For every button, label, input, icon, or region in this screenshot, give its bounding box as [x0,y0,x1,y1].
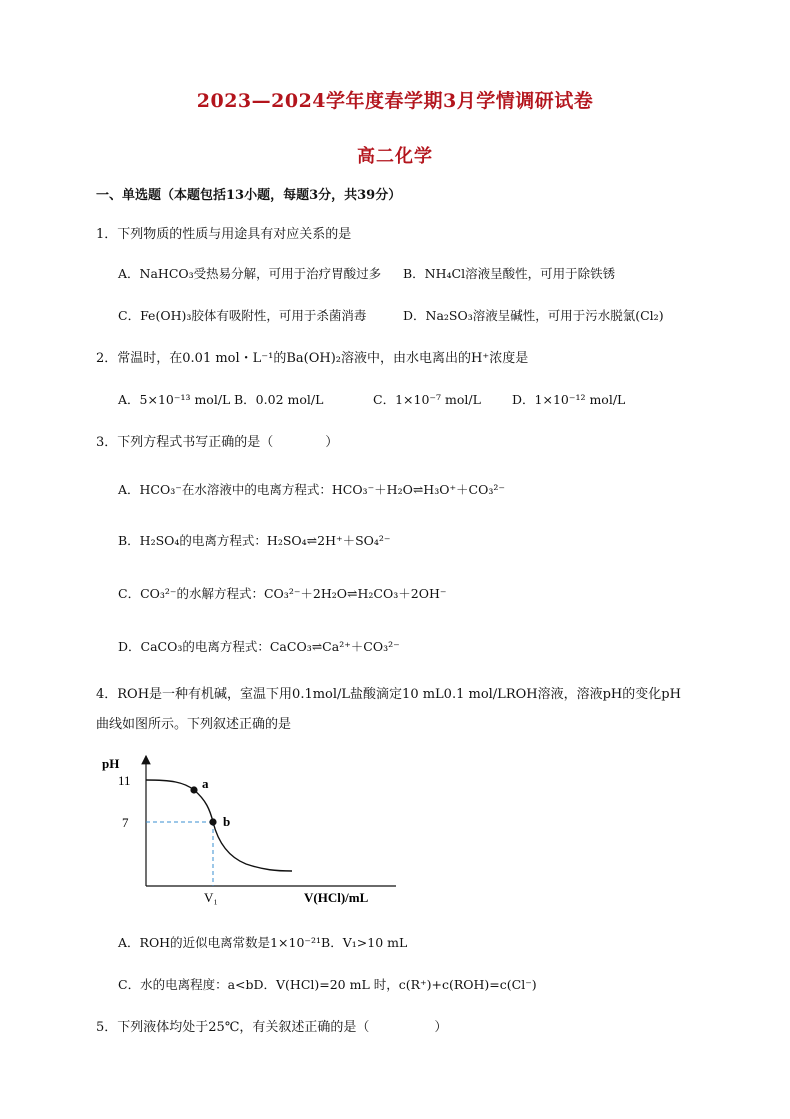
section-heading: 一、单选题（本题包括13小题，每题3分，共39分） [96,188,402,203]
q3-stem: 3．下列方程式书写正确的是（ ） [96,435,339,450]
q2-option-c: C．1×10⁻⁷ mol/L [373,392,481,407]
y-axis-label: pH [102,756,120,771]
q3-option-d: D．CaCO₃的电离方程式：CaCO₃⇌Ca²⁺＋CO₃²⁻ [118,639,400,654]
point-a [190,786,197,793]
q1-option-a: A．NaHCO₃受热易分解，可用于治疗胃酸过多 [118,266,382,281]
x-tick-v1: V₁ [204,890,218,905]
ph-curve [146,780,292,871]
q4-stem-line2: 曲线如图所示。下列叙述正确的是 [96,717,292,732]
q3-option-b: B．H₂SO₄的电离方程式：H₂SO₄⇌2H⁺＋SO₄²⁻ [118,533,391,548]
q2-option-b: B．0.02 mol/L [234,392,324,407]
point-b-label: b [223,814,231,829]
y-tick-11: 11 [118,773,131,788]
q1-option-c: C．Fe(OH)₃胶体有吸附性，可用于杀菌消毒 [118,308,367,323]
q1-option-b: B．NH₄Cl溶液呈酸性，可用于除铁锈 [403,266,616,281]
exam-title: 2023—2024学年度春学期3月学情调研试卷 [196,90,594,112]
y-tick-7: 7 [122,815,129,830]
x-axis-label: V(HCl)/mL [304,890,369,905]
q2-option-d: D．1×10⁻¹² mol/L [512,392,626,407]
point-a-label: a [202,776,209,791]
q4-option-ab: A．ROH的近似电离常数是1×10⁻²¹B．V₁>10 mL [118,935,408,950]
q1-stem: 1．下列物质的性质与用途具有对应关系的是 [96,227,352,242]
q4-option-cd: C．水的电离程度：a<bD．V(HCl)=20 mL 时，c(R⁺)+c(ROH)=c(Cl⁻) [118,977,537,992]
exam-subtitle: 高二化学 [357,146,433,167]
q5-stem: 5．下列液体均处于25℃，有关叙述正确的是（ ） [96,1020,448,1035]
q2-stem: 2．常温时，在0.01 mol・L⁻¹的Ba(OH)₂溶液中，由水电离出的H⁺浓度是 [96,351,529,366]
q1-option-d: D．Na₂SO₃溶液呈碱性，可用于污水脱氯(Cl₂) [403,308,664,323]
q3-option-c: C．CO₃²⁻的水解方程式：CO₃²⁻＋2H₂O⇌H₂CO₃＋2OH⁻ [118,586,447,601]
point-b [209,818,216,825]
q4-stem-line1: 4．ROH是一种有机碱，室温下用0.1mol/L盐酸滴定10 mL0.1 mol/LROH溶液，溶液pH的变化pH [96,687,681,702]
q3-option-a: A．HCO₃⁻在水溶液中的电离方程式：HCO₃⁻＋H₂O⇌H₃O⁺＋CO₃²⁻ [118,482,505,497]
q2-option-a: A．5×10⁻¹³ mol/L [118,392,231,407]
titration-chart [96,752,416,912]
